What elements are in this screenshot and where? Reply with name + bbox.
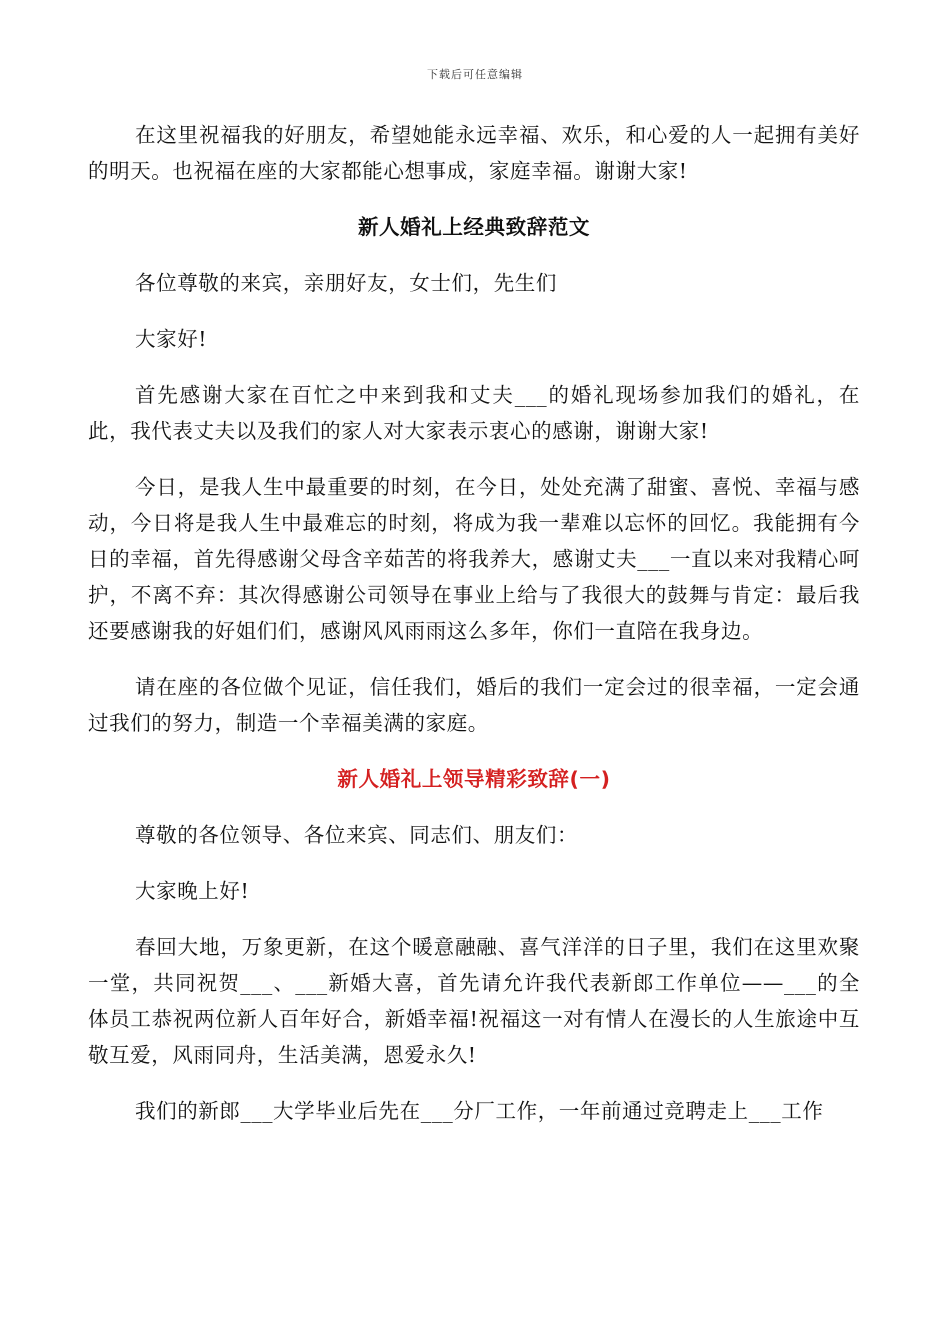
paragraph-leader-salutation: 尊敬的各位领导、各位来宾、同志们、朋友们： xyxy=(135,823,579,847)
section-title-leader-speech: 新人婚礼上领导精彩致辞(一) xyxy=(337,767,611,791)
paragraph-greeting: 大家好! xyxy=(135,327,208,351)
paragraph-today: 今日，是我人生中最重要的时刻，在今日，处处充满了甜蜜、喜悦、幸福与感动，今日将是我人生中最难忘的时刻，将成为我一辈难以忘怀的回忆。我能拥有今日的幸福，首先得感谢父母含辛茹苦的将我养大，感谢丈夫___一直以来对我精心呵护，不离不弃：其次得感谢公司领导在事业上给与了我很大的鼓舞与肯定：最后我还要感谢我的好姐们们，感谢风风雨雨这么多年，你们一直陪在我身边。 xyxy=(88,475,860,643)
paragraph-evening-greeting: 大家晚上好! xyxy=(135,879,250,903)
paragraph-closing-wish: 在这里祝福我的好朋友，希望她能永远幸福、欢乐，和心爱的人一起拥有美好的明天。也祝福在座的大家都能心想事成，家庭幸福。谢谢大家! xyxy=(88,123,860,183)
paragraph-salutation: 各位尊敬的来宾，亲朋好友，女士们，先生们 xyxy=(135,271,557,295)
paragraph-groom-intro: 我们的新郎___大学毕业后先在___分厂工作，一年前通过竞聘走上___工作 xyxy=(135,1099,824,1123)
paragraph-thanks: 首先感谢大家在百忙之中来到我和丈夫___的婚礼现场参加我们的婚礼，在此，我代表丈夫以及我们的家人对大家表示衷心的感谢，谢谢大家! xyxy=(88,383,860,443)
document-body xyxy=(88,117,860,1149)
paragraph-witness: 请在座的各位做个见证，信任我们，婚后的我们一定会过的很幸福，一定会通过我们的努力，制造一个幸福美满的家庭。 xyxy=(88,675,860,735)
section-title-classic-speech: 新人婚礼上经典致辞范文 xyxy=(357,215,591,239)
paragraph-spring-congrats: 春回大地，万象更新，在这个暖意融融、喜气洋洋的日子里，我们在这里欢聚一堂，共同祝贺___、___新婚大喜，首先请允许我代表新郎工作单位——___的全体员工恭祝两位新人百年好合，新婚幸福!祝福这一对有情人在漫长的人生旅途中互敬互爱，风雨同舟，生活美满，恩爱永久! xyxy=(88,935,860,1067)
header-note: 下载后可任意编辑 xyxy=(427,68,523,81)
